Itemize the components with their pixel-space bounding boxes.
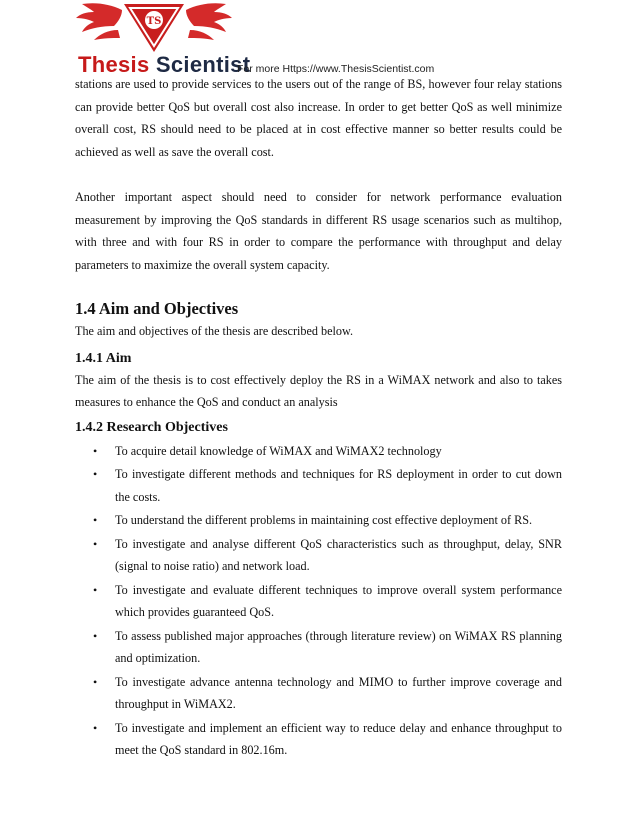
list-item-text: To assess published major approaches (through literature review) on WiMAX RS planning and optimization. bbox=[115, 628, 562, 665]
bullet-icon: • bbox=[93, 628, 98, 643]
list-item bbox=[75, 625, 562, 670]
bullet-icon: • bbox=[93, 582, 98, 597]
bullet-icon: • bbox=[93, 467, 98, 481]
list-item bbox=[75, 533, 562, 578]
thesis-scientist-logo bbox=[74, 0, 251, 80]
page-header bbox=[0, 0, 638, 80]
bullet-icon: • bbox=[93, 720, 98, 735]
paragraph-2: Another important aspect should need to consider for network performance evaluation measurement by improving the QoS standards in different RS usage scenarios such as multihop, with three and with four RS in order to compare the performance with throughput and delay parameters to maximize the overall system capacity. bbox=[75, 190, 562, 272]
list-item bbox=[75, 440, 562, 463]
list-item-text: To investigate different methods and techniques for RS deployment in order to cut down the costs. bbox=[115, 467, 562, 504]
brand-name-part2: Scientist bbox=[155, 52, 251, 77]
section-intro: The aim and objectives of the thesis are described below. bbox=[75, 324, 354, 338]
list-item-text: To investigate and implement an efficient way to reduce delay and enhance throughput to meet the QoS standard in 802.16m. bbox=[115, 720, 562, 757]
section-heading: 1.4 Aim and Objectives bbox=[75, 299, 239, 318]
svg-text:TS: TS bbox=[146, 16, 162, 27]
list-item-text: To investigate and evaluate different techniques to improve overall system performance which provides guaranteed QoS. bbox=[115, 582, 562, 619]
aim-heading: 1.4.1 Aim bbox=[75, 350, 132, 366]
objectives-heading: 1.4.2 Research Objectives bbox=[75, 419, 228, 435]
bullet-icon: • bbox=[93, 536, 98, 551]
brand-name-part1: Thesis bbox=[78, 52, 150, 77]
bullet-icon: • bbox=[93, 513, 98, 527]
paragraph-1: stations are used to provide services to the users out of the range of BS, however four relay stations can provide better QoS but overall cost also increase. In order to get better QoS as well minimize overall cost, RS should need to be placed at in cost effective manner so better results could be achieved as well as save the overall cost. bbox=[75, 77, 562, 159]
list-item bbox=[75, 509, 562, 532]
bullet-icon: • bbox=[93, 443, 98, 458]
website-link[interactable]: For more Https://www.ThesisScientist.com bbox=[237, 63, 435, 75]
objectives-list bbox=[75, 440, 562, 762]
list-item bbox=[75, 463, 562, 508]
list-item-text: To investigate and analyse different QoS characteristics such as throughput, delay, SNR (signal to noise ratio) and network load. bbox=[115, 536, 562, 573]
bullet-icon: • bbox=[93, 674, 98, 689]
aim-text: The aim of the thesis is to cost effectively deploy the RS in a WiMAX network and also to takes measures to enhance the QoS and conduct an analysis bbox=[75, 372, 562, 409]
list-item bbox=[75, 717, 562, 762]
list-item-text: To understand the different problems in maintaining cost effective deployment of RS. bbox=[115, 513, 533, 527]
list-item-text: To investigate advance antenna technology and MIMO to further improve coverage and throughput in WiMAX2. bbox=[115, 674, 562, 711]
winged-shield-emblem-icon bbox=[74, 0, 234, 56]
document-body bbox=[75, 73, 562, 763]
list-item bbox=[75, 671, 562, 716]
list-item bbox=[75, 579, 562, 624]
list-item-text: To acquire detail knowledge of WiMAX and WiMAX2 technology bbox=[115, 443, 442, 458]
